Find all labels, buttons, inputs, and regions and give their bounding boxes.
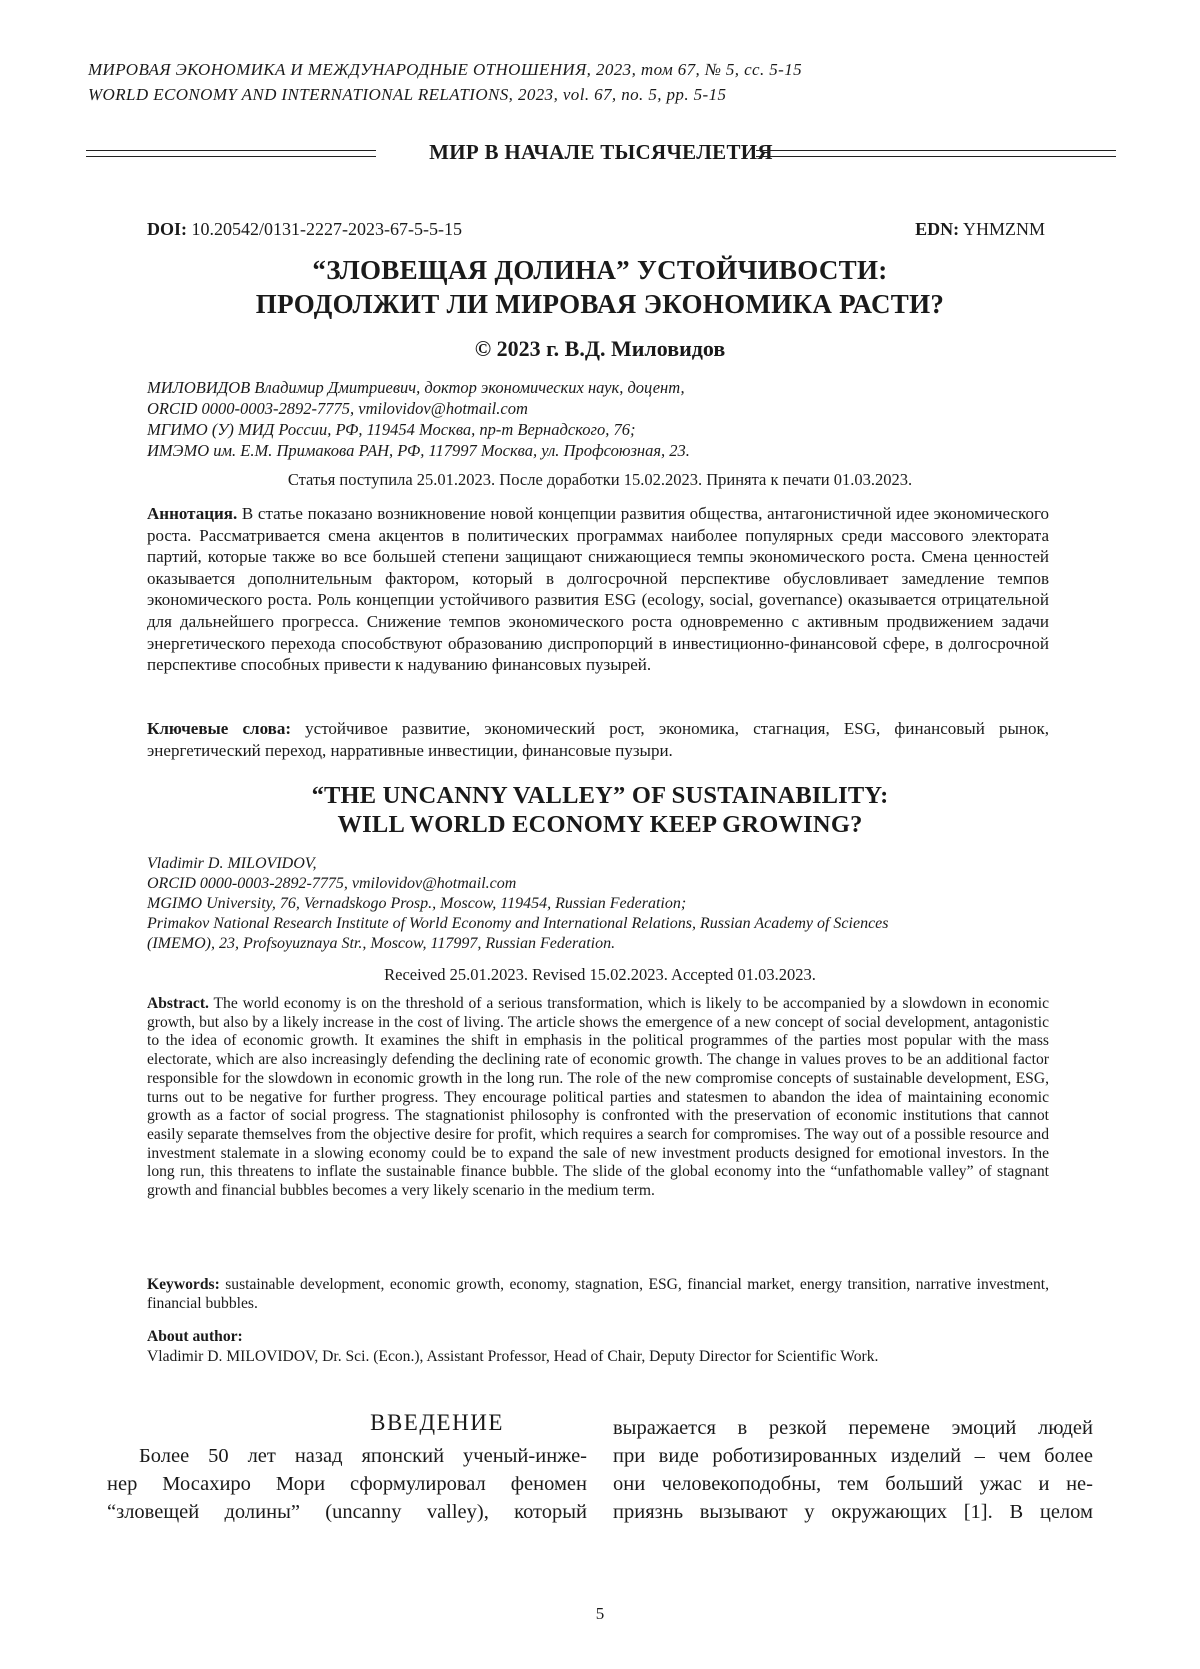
edn-label: EDN: — [915, 219, 959, 239]
body-right-line-2: при виде роботизированных изделий – чем более — [613, 1442, 1093, 1470]
section-banner — [86, 139, 1116, 169]
keywords-en-label: Keywords: — [147, 1276, 220, 1293]
journal-page — [0, 0, 1200, 1669]
section-title: МИР В НАЧАЛЕ ТЫСЯЧЕЛЕТИЯ — [86, 140, 1116, 165]
title-ru-line2: ПРОДОЛЖИТ ЛИ МИРОВАЯ ЭКОНОМИКА РАСТИ? — [100, 289, 1100, 320]
journal-citation-ru: МИРОВАЯ ЭКОНОМИКА И МЕЖДУНАРОДНЫЕ ОТНОШЕНИЯ, 2023, том 67, № 5, сс. 5-15 — [88, 60, 1118, 80]
dates-en: Received 25.01.2023. Revised 15.02.2023. Accepted 01.03.2023. — [100, 965, 1100, 985]
body-right-column — [613, 1414, 1093, 1526]
doi-value[interactable]: 10.20542/0131-2227-2023-67-5-5-15 — [192, 219, 462, 239]
body-left-column — [107, 1442, 587, 1526]
abstract-ru-label: Аннотация. — [147, 504, 237, 523]
keywords-ru-label: Ключевые слова: — [147, 719, 291, 738]
doi-label: DOI: — [147, 219, 187, 239]
body-left-line-3: “зловещей долины” (uncanny valley), который — [107, 1498, 587, 1526]
keywords-ru-text: устойчивое развитие, экономический рост, экономика, стагнация, ESG, финансовый рынок, энергетический переход, нарративные инвестиции, финансовые пузыри. — [147, 719, 1049, 760]
title-en-line1: “THE UNCANNY VALLEY” OF SUSTAINABILITY: — [100, 782, 1100, 810]
author-orcid-en[interactable]: ORCID 0000-0003-2892-7775, vmilovidov@hotmail.com — [147, 875, 516, 893]
journal-citation-en: WORLD ECONOMY AND INTERNATIONAL RELATIONS, 2023, vol. 67, no. 5, pp. 5-15 — [88, 85, 1118, 105]
author-orcid-ru[interactable]: ORCID 0000-0003-2892-7775, vmilovidov@hotmail.com — [147, 399, 528, 419]
dates-ru: Статья поступила 25.01.2023. После доработки 15.02.2023. Принята к печати 01.03.2023. — [100, 470, 1100, 490]
edn-value: YHMZNM — [963, 219, 1045, 239]
body-left-line-2: нер Мосахиро Мори сформулировал феномен — [107, 1470, 587, 1498]
keywords-en-text: sustainable development, economic growth, economy, stagnation, ESG, financial market, energy transition, narrative investment, financial bubbles. — [147, 1276, 1049, 1312]
abstract-en — [147, 995, 1049, 1201]
abstract-ru — [147, 503, 1049, 676]
keywords-ru — [147, 718, 1049, 761]
author-affiliation-en-3: (IMEMO), 23, Profsoyuznaya Str., Moscow, 117997, Russian Federation. — [147, 935, 615, 953]
title-en-line2: WILL WORLD ECONOMY KEEP GROWING? — [100, 811, 1100, 839]
abstract-en-label: Abstract. — [147, 995, 209, 1012]
keywords-en — [147, 1276, 1049, 1313]
body-right-line-3: они человекоподобны, тем больший ужас и не- — [613, 1470, 1093, 1498]
body-right-line-1: выражается в резкой перемене эмоций людей — [613, 1414, 1093, 1442]
about-author-heading: About author: — [147, 1328, 243, 1346]
section-rule-right — [756, 150, 1116, 157]
introduction-heading: ВВЕДЕНИЕ — [237, 1410, 637, 1436]
title-ru-line1: “ЗЛОВЕЩАЯ ДОЛИНА” УСТОЙЧИВОСТИ: — [100, 255, 1100, 286]
copyright-author: © 2023 г. В.Д. Миловидов — [100, 336, 1100, 362]
author-affiliation-en-2: Primakov National Research Institute of World Economy and International Relations, Russian Academy of Sciences — [147, 915, 889, 933]
abstract-en-text: The world economy is on the threshold of a serious transformation, which is likely to be accompanied by a slowdown in economic growth, but also by a likely increase in the cost of living. The article shows the emergence of a new concept of social development, antagonistic to the idea of economic growth. It examines the shift in emphasis in the political programmes of the parties most popular with the mass electorate, which are also increasingly defending the declining rate of economic growth. The change in values proves to be an additional factor responsible for the slowdown in economic growth in the long run. The role of the new compromise concepts of sustainable development, ESG, turns out to be negative for further progress. They encourage political parties and statesmen to abandon the idea of maintaining economic growth as a factor of social progress. The stagnationist philosophy is confronted with the preservation of economic institutions that cannot easily separate themselves from the objective desire for profit, which requires a search for compromises. The way out of a possible resource and investment stalemate in a slowing economy could be to expand the sale of new investment products designed for emotional investors. In the long run, this threatens to inflate the sustainable finance bubble. The slide of the global economy into the “unfathomable valley” of stagnant growth and financial bubbles becomes a very likely scenario in the medium term. — [147, 995, 1049, 1199]
body-right-line-4: приязнь вызывают у окружающих [1]. В целом — [613, 1498, 1093, 1526]
edn — [915, 219, 1045, 240]
author-affiliation-en-1: MGIMO University, 76, Vernadskogo Prosp., Moscow, 119454, Russian Federation; — [147, 895, 686, 913]
doi — [147, 219, 462, 240]
author-affiliation-ru-2: ИМЭМО им. Е.М. Примакова РАН, РФ, 117997 Москва, ул. Профсоюзная, 23. — [147, 441, 690, 461]
author-info-ru: МИЛОВИДОВ Владимир Дмитриевич, доктор экономических наук, доцент, — [147, 378, 685, 398]
author-affiliation-ru-1: МГИМО (У) МИД России, РФ, 119454 Москва, пр-т Вернадского, 76; — [147, 420, 635, 440]
abstract-ru-text: В статье показано возникновение новой концепции развития общества, антагонистичной идее экономического роста. Рассматривается смена акцентов в политических программах наиболее популярных среди массового электората партий, которые также во все большей степени защищают снижающиеся темпы экономического роста. Смена ценностей оказывается дополнительным фактором, который в долгосрочной перспективе обусловливает замедление темпов экономического роста. Роль концепции устойчивого развития ESG (ecology, social, governance) оказывается отрицательной для дальнейшего прогресса. Снижение темпов экономического роста одновременно с активным продвижением задачи энергетического перехода способствуют образованию диспропорций в инвестиционно-финансовой сфере, в долгосрочной перспективе способных привести к надуванию финансовых пузырей. — [147, 504, 1049, 674]
page-number: 5 — [0, 1604, 1200, 1624]
about-author-text: Vladimir D. MILOVIDOV, Dr. Sci. (Econ.), Assistant Professor, Head of Chair, Deputy Director for Scientific Work. — [147, 1348, 878, 1366]
body-left-line-1: Более 50 лет назад японский ученый-инже- — [107, 1442, 587, 1470]
author-info-en: Vladimir D. MILOVIDOV, — [147, 855, 316, 873]
